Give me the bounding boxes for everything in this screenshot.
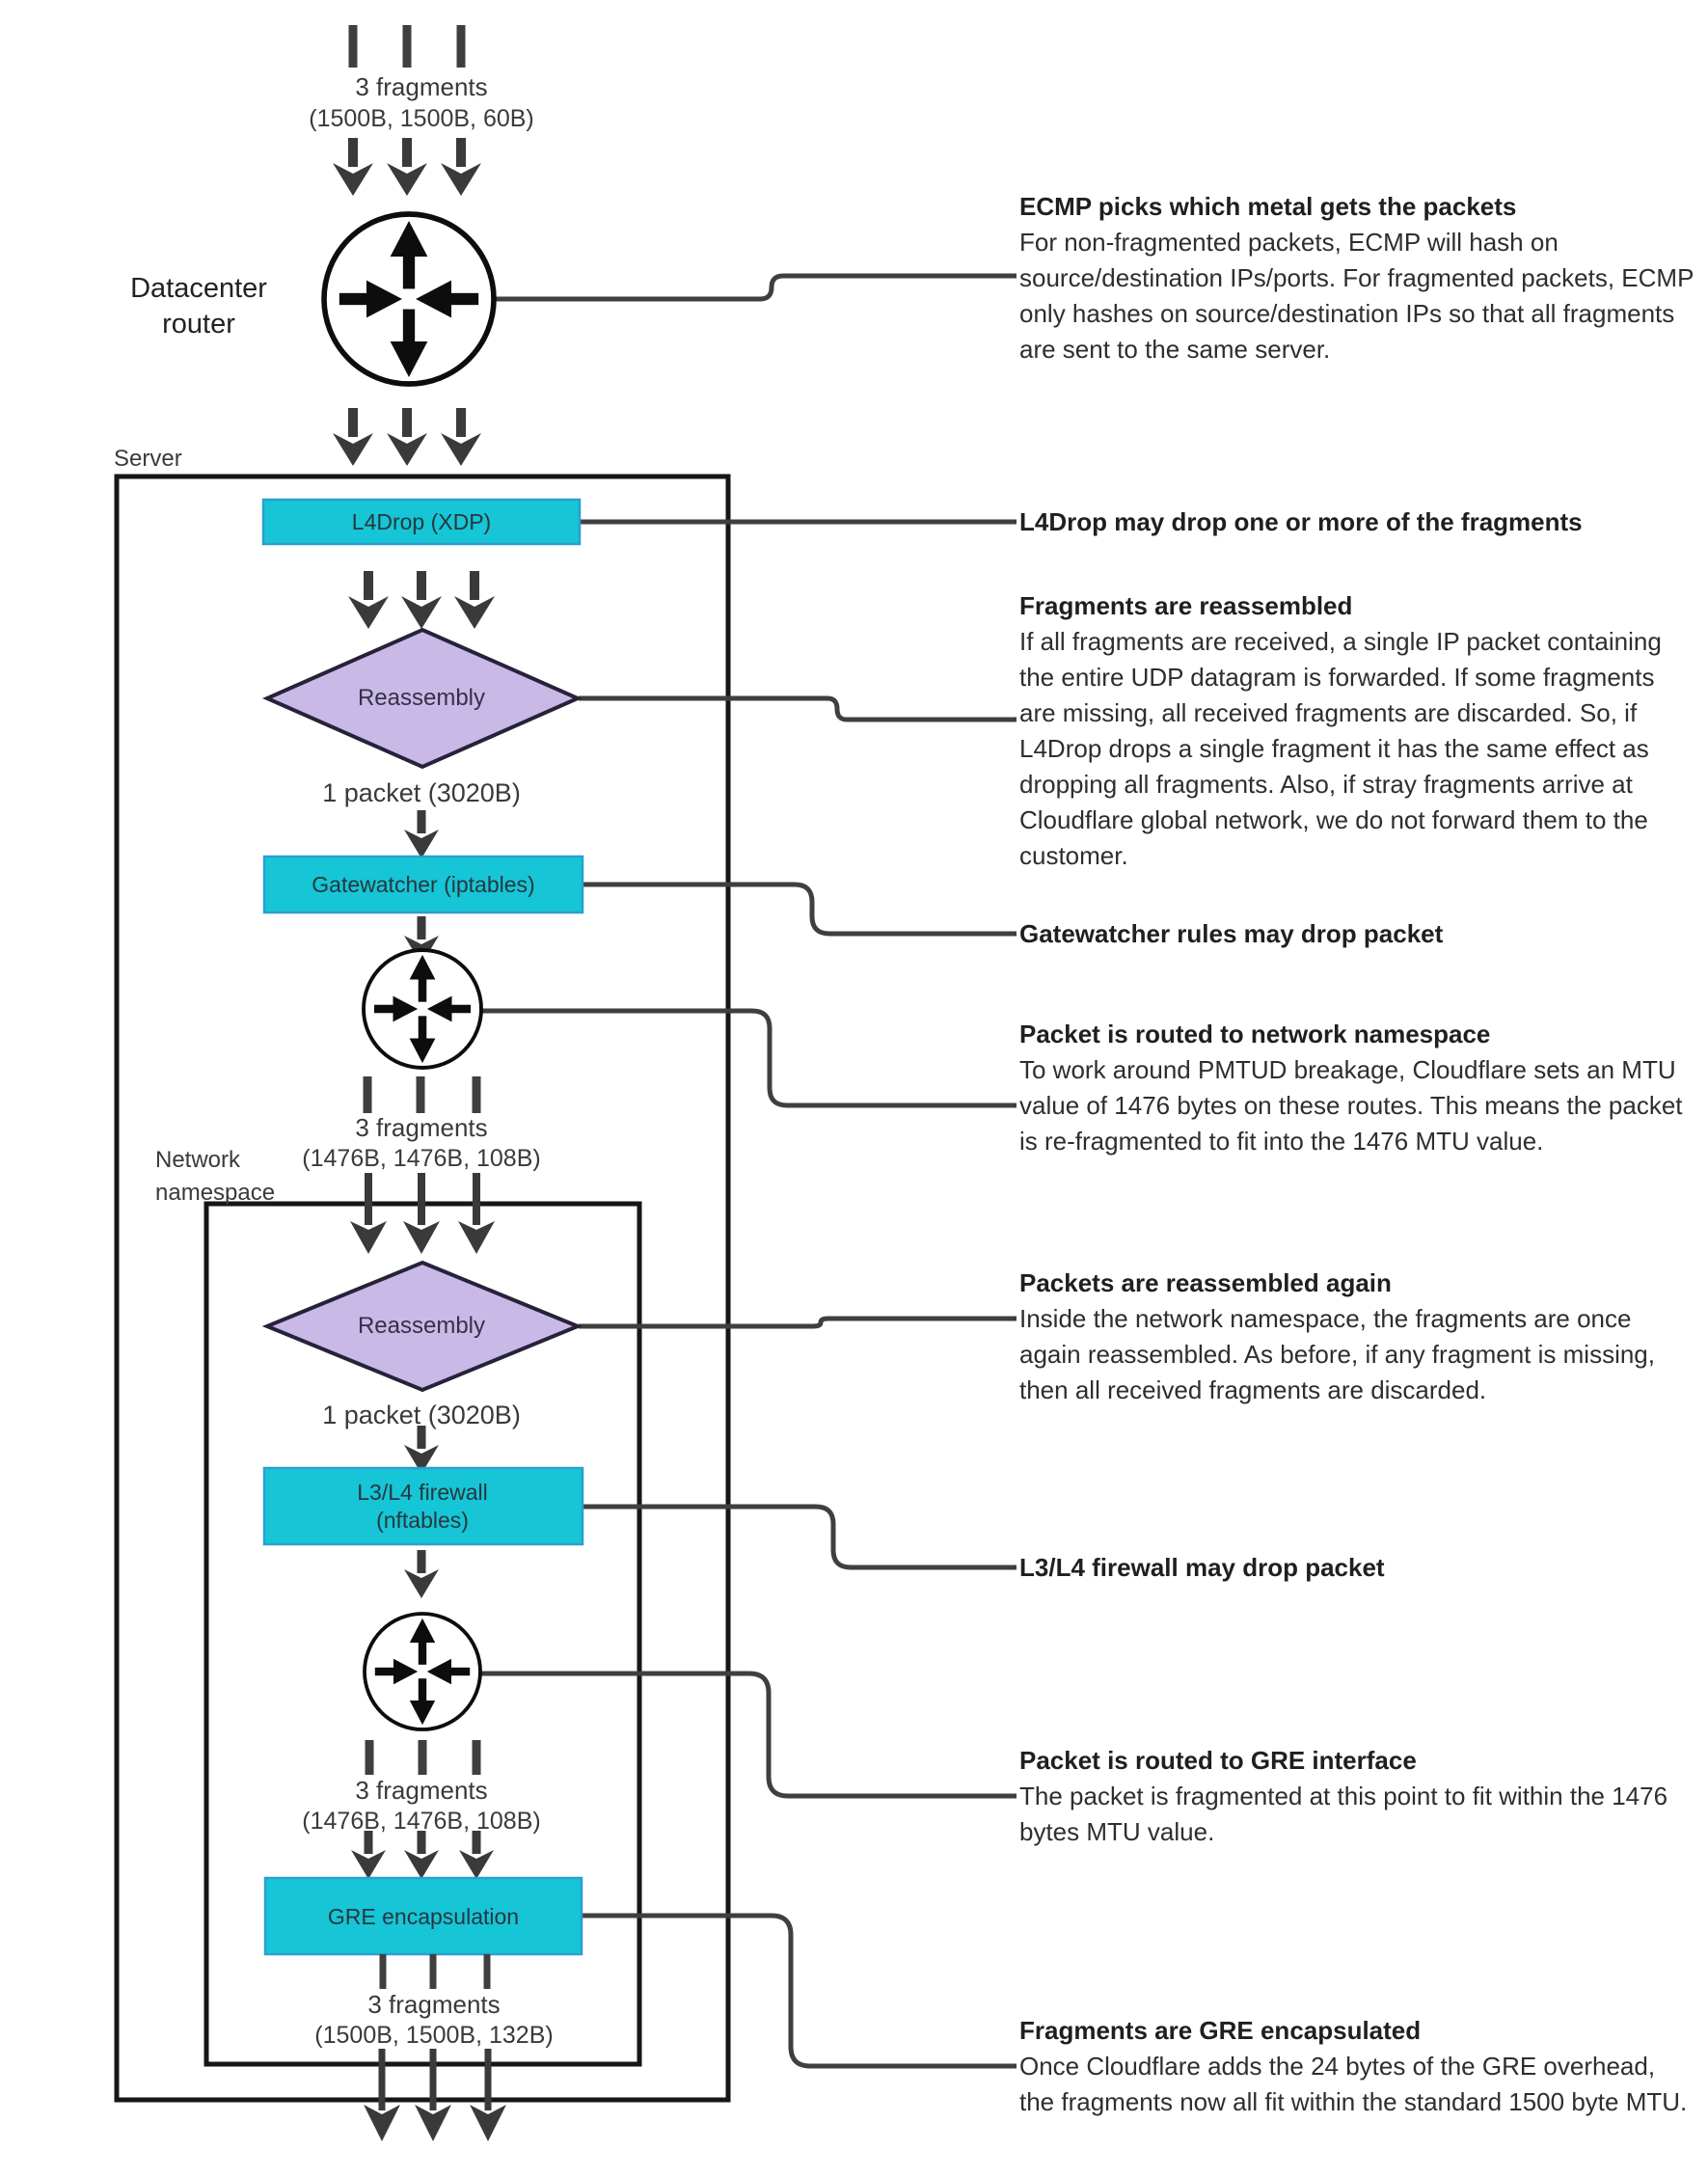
down-arrow-icon xyxy=(404,1426,439,1474)
connector-gatewatcher xyxy=(583,884,1017,934)
fragment-dashes-top xyxy=(349,25,466,68)
annotation-heading: Fragments are GRE encapsulated xyxy=(1019,2016,1422,2045)
down-arrow-icon xyxy=(441,408,481,466)
annotation-reassembled-again xyxy=(1019,1265,1694,1408)
down-arrow-icon xyxy=(387,408,427,466)
fragments-label-top: 3 fragments xyxy=(355,72,488,101)
annotation-heading: ECMP picks which metal gets the packets xyxy=(1019,192,1517,221)
fragment-sizes-bottom: (1476B, 1476B, 108B) xyxy=(302,1808,541,1835)
annotation-heading: Packet is routed to GRE interface xyxy=(1019,1746,1417,1775)
fragment-sizes-exit: (1500B, 1500B, 132B) xyxy=(314,2022,554,2049)
connector-route-namespace xyxy=(482,1011,1017,1105)
fragment-dashes-mid xyxy=(364,1076,481,1113)
down-arrow-icon xyxy=(454,571,495,629)
annotation-reassembled xyxy=(1019,588,1694,874)
annotation-ecmp xyxy=(1019,189,1694,367)
down-arrow-icon xyxy=(404,1550,439,1598)
connector-reassembly-1 xyxy=(579,698,1017,720)
annotation-heading: L3/L4 firewall may drop packet xyxy=(1019,1553,1385,1582)
down-arrow-icon xyxy=(333,408,373,466)
fragments-label-exit: 3 fragments xyxy=(367,1990,501,2019)
reassembly-label-1: Reassembly xyxy=(357,685,486,711)
down-arrow-icon xyxy=(348,571,389,629)
router-icon xyxy=(324,214,494,384)
annotation-body: To work around PMTUD breakage, Cloudflare sets an MTU value of 1476 bytes on these routes. This means the packet is re-fragmented to fit into the 1476 MTU value. xyxy=(1019,1055,1683,1156)
annotation-l3l4-drop xyxy=(1019,1550,1694,1586)
datacenter-router-label: Datacenter router xyxy=(130,273,267,340)
fragment-lines-gre xyxy=(380,1954,491,1989)
down-arrow-icon xyxy=(459,1831,494,1879)
fragment-sizes-mid: (1476B, 1476B, 108B) xyxy=(302,1145,541,1172)
annotation-body: Once Cloudflare adds the 24 bytes of the GRE overhead, the fragments now all fit within the standard 1500 byte MTU. xyxy=(1019,2052,1688,2116)
gre-label: GRE encapsulation xyxy=(327,1904,520,1929)
annotation-body: Inside the network namespace, the fragments are once again reassembled. As before, if any fragment is missing, then all received fragments are discarded. xyxy=(1019,1304,1655,1404)
fragment-sizes-top: (1500B, 1500B, 60B) xyxy=(309,105,534,132)
reassembly-label-2: Reassembly xyxy=(357,1313,486,1339)
down-arrow-icon xyxy=(404,810,439,858)
network-namespace-label: Network namespace xyxy=(155,1147,276,1206)
connector-gre-encap xyxy=(583,1916,1017,2066)
annotation-heading: Gatewatcher rules may drop packet xyxy=(1019,919,1444,948)
down-arrow-icon xyxy=(458,1173,495,1254)
server-label: Server xyxy=(114,446,182,472)
connector-l3l4 xyxy=(583,1507,1017,1567)
fragments-label-bottom: 3 fragments xyxy=(355,1776,488,1805)
router-icon xyxy=(365,1614,480,1729)
connector-reassembly-2 xyxy=(579,1319,1017,1326)
annotation-heading: Packet is routed to network namespace xyxy=(1019,1020,1491,1048)
packet-label-1: 1 packet (3020B) xyxy=(322,778,521,807)
fragment-dashes-bottom xyxy=(366,1740,481,1775)
down-arrow-icon xyxy=(403,1173,440,1254)
fragments-label-mid: 3 fragments xyxy=(355,1113,488,1142)
annotation-l4drop xyxy=(1019,504,1694,540)
annotation-heading: L4Drop may drop one or more of the fragments xyxy=(1019,507,1583,536)
l3l4-firewall-label: L3/L4 firewall (nftables) xyxy=(357,1480,488,1533)
annotation-body: The packet is fragmented at this point to fit within the 1476 bytes MTU value. xyxy=(1019,1782,1668,1846)
router-icon xyxy=(364,950,481,1068)
annotation-body: For non-fragmented packets, ECMP will hash on source/destination IPs/ports. For fragmented packets, ECMP only hashes on source/destination IPs so that all fragments are sent to the same server. xyxy=(1019,228,1694,364)
connector-gre-interface xyxy=(481,1674,1017,1796)
down-arrow-icon xyxy=(350,1173,387,1254)
annotation-heading: Fragments are reassembled xyxy=(1019,591,1353,620)
annotation-body: If all fragments are received, a single IP packet containing the entire UDP datagram is forwarded. If some fragments are missing, all received fragments are discarded. So, if L4Drop drops a single fragment it has the same effect as dropping all fragments. Also, if stray fragments arrive at Cloudflare global network, we do not forward them to the customer. xyxy=(1019,627,1662,870)
down-arrow-icon xyxy=(404,1831,439,1879)
down-arrow-icon xyxy=(351,1831,386,1879)
annotation-gre-interface xyxy=(1019,1743,1694,1850)
annotation-gatewatcher xyxy=(1019,916,1694,952)
down-arrow-icon xyxy=(401,571,442,629)
connector-ecmp xyxy=(496,276,1017,299)
annotation-heading: Packets are reassembled again xyxy=(1019,1268,1392,1297)
annotation-routed-namespace xyxy=(1019,1017,1694,1159)
down-arrow-icon xyxy=(387,138,427,196)
packet-label-2: 1 packet (3020B) xyxy=(322,1401,521,1429)
gatewatcher-label: Gatewatcher (iptables) xyxy=(312,872,535,897)
annotation-gre-encapsulated xyxy=(1019,2013,1694,2120)
down-arrow-icon xyxy=(333,138,373,196)
down-arrow-icon xyxy=(441,138,481,196)
l4drop-label: L4Drop (XDP) xyxy=(351,509,492,534)
